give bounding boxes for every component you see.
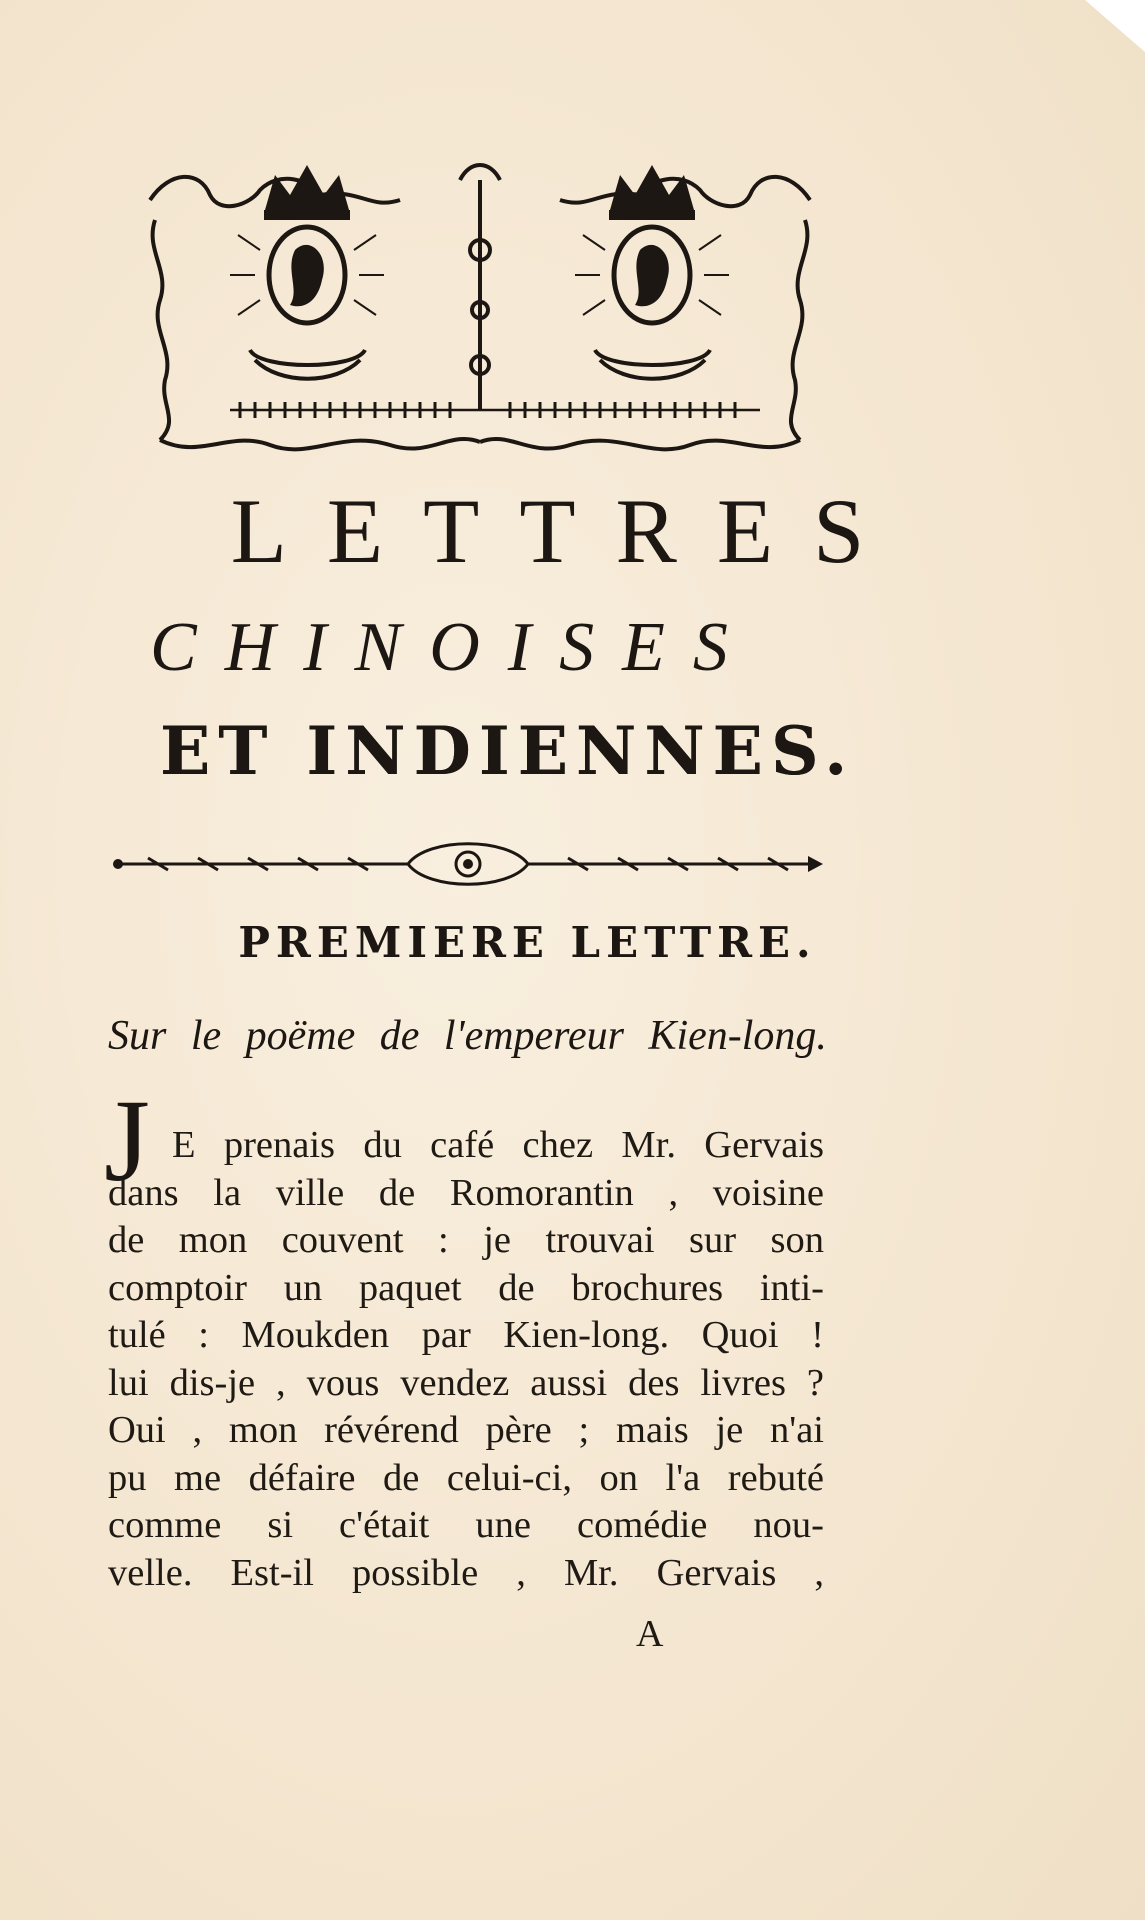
body-line: tulé : Moukden par Kien-long. Quoi ! (108, 1314, 824, 1356)
signature-mark: A (636, 1613, 664, 1655)
page-corner (1085, 0, 1145, 52)
title-line-1: LETTRES (230, 480, 905, 582)
body-line: E prenais du café chez Mr. Gervais (172, 1124, 824, 1166)
body-line: pu me défaire de celui-ci, on l'a rebuté (108, 1456, 824, 1499)
body-line: de mon couvent : je trouvai sur son (108, 1219, 824, 1261)
svg-text:J: J (104, 1082, 150, 1192)
ornamental-rule (108, 832, 828, 892)
headpiece-ornament (140, 160, 820, 460)
body-line: comme si c'était une comédie nou- (108, 1504, 824, 1546)
body-text (108, 1122, 824, 1597)
letter-subject: Sur le poëme de l'empereur Kien-long. (108, 1013, 827, 1059)
body-line: lui dis-je , vous vendez aussi des livres ? (108, 1361, 824, 1404)
body-line: dans la ville de Romorantin , voisine (108, 1171, 824, 1214)
body-line: comptoir un paquet de brochures inti- (108, 1266, 824, 1309)
title-line-3: ET INDIENNES. (160, 712, 856, 790)
body-line: Oui , mon révérend père ; mais je n'ai (108, 1409, 824, 1451)
title-line-2: CHINOISES (150, 609, 756, 686)
body-line: velle. Est-il possible , Mr. Gervais , (108, 1551, 824, 1594)
letter-heading: PREMIERE LETTRE. (238, 918, 817, 967)
